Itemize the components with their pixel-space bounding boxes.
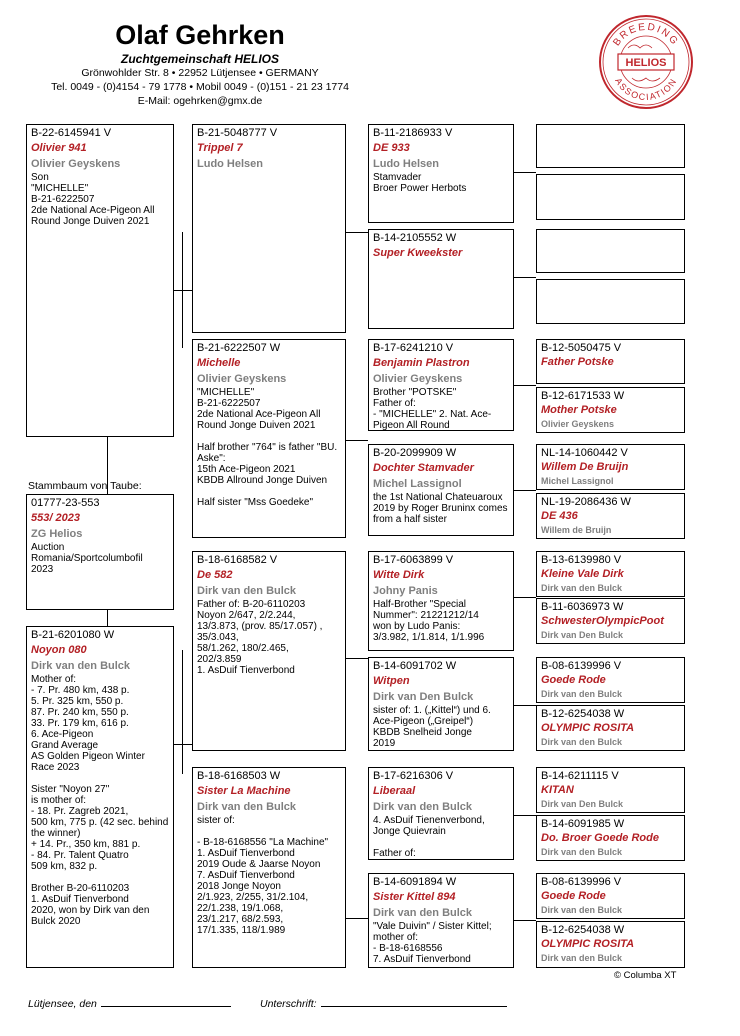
ring-number: B-17-6216306 V: [373, 770, 454, 782]
ring-number: B-14-2105552 W: [373, 232, 457, 244]
breeder: Dirk van den Bulck: [541, 953, 623, 963]
svg-text:ASSOCIATION: ASSOCIATION: [613, 76, 679, 103]
pigeon-name: SchwesterOlympicPoot: [541, 615, 664, 627]
svg-text:HELIOS: HELIOS: [625, 57, 667, 69]
pigeon-g5-5: [536, 339, 685, 384]
breeder: Dirk van Den Bulck: [541, 630, 624, 640]
breeder: Olivier Geyskens: [31, 158, 121, 170]
pigeon-name: Trippel 7: [197, 142, 243, 154]
pigeon-dam-dam: [192, 767, 346, 968]
breeder: Dirk van den Bulck: [541, 905, 623, 915]
pigeon-name: Benjamin Plastron: [373, 357, 470, 369]
breeder: Dirk van den Bulck: [373, 907, 473, 919]
pigeon-name: Do. Broer Goede Rode: [541, 832, 659, 844]
pigeon-name: Olivier 941: [31, 142, 87, 154]
ring-number: 01777-23-553: [31, 497, 100, 509]
breeder-address: Grönwohlder Str. 8 • 22952 Lütjensee • GERMANY: [81, 67, 319, 79]
pigeon-name: Noyon 080: [31, 644, 87, 656]
breeder: Michel Lassignol: [373, 478, 462, 490]
pedigree-of-label: Stammbaum von Taube:: [28, 480, 142, 492]
place-date-label: Lütjensee, den: [28, 998, 97, 1010]
connector: [174, 290, 192, 291]
pigeon-sire-dam: [192, 339, 346, 538]
pigeon-name: Witte Dirk: [373, 569, 425, 581]
ring-number: B-21-6222507 W: [197, 342, 281, 354]
pigeon-notes: Brother "POTSKE" Father of: - "MICHELLE" 2. Nat. Ace-Pigeon All Round: [373, 387, 492, 431]
ring-number: B-12-6254038 W: [541, 924, 625, 936]
pigeon-name: Mother Potske: [541, 404, 617, 416]
ring-number: B-11-6036973 W: [541, 601, 624, 613]
ring-number: B-12-5050475 V: [541, 342, 622, 354]
ring-number: B-21-5048777 V: [197, 127, 278, 139]
connector: [174, 744, 192, 745]
pigeon-g5-7: [536, 444, 685, 490]
copyright: © Columba XT: [614, 970, 677, 981]
pigeon-name: OLYMPIC ROSITA: [541, 938, 635, 950]
pigeon-notes: "MICHELLE" B-21-6222507 2de National Ace-Pigeon All Round Jonge Duiven 2021 Half brother "764" is father "BU. Aske": 15th Ace-Pigeon 2021 KBDB Allround Jonge Duiven Half sister "Mss Goedeke": [197, 387, 338, 508]
breeder: Johny Panis: [373, 585, 438, 597]
ring-number: B-22-6145941 V: [31, 127, 112, 139]
pigeon-notes: Half-Brother "Special Nummer": 21221212/14 won by Ludo Panis: 3/3.982, 1/1.814, 1/1.996: [373, 599, 485, 643]
pigeon-name: Sister Kittel 894: [373, 891, 456, 903]
ring-number: B-21-6201080 W: [31, 629, 115, 641]
pigeon-dss: [368, 551, 514, 651]
connector: [514, 920, 536, 921]
connector: [346, 232, 368, 233]
breeder: Dirk van den Bulck: [197, 585, 297, 597]
breeder: Dirk van den Bulck: [541, 689, 623, 699]
connector: [346, 440, 368, 441]
connector: [107, 609, 108, 626]
pigeon-sdd: [368, 444, 514, 536]
pigeon-dsd: [368, 657, 514, 751]
pigeon-sss: [368, 124, 514, 223]
pigeon-name: Sister La Machine: [197, 785, 291, 797]
breeder: Michel Lassignol: [541, 476, 614, 486]
breeder-phone: Tel. 0049 - (0)4154 - 79 1778 • Mobil 0049 - (0)151 - 21 23 1774: [51, 81, 349, 93]
pigeon-g5-15: [536, 873, 685, 919]
pigeon-name: KITAN: [541, 784, 574, 796]
pigeon-dds: [368, 767, 514, 860]
connector: [514, 815, 536, 816]
pigeon-notes: the 1st National Chateuaroux 2019 by Roger Bruninx comes from a half sister: [373, 492, 508, 525]
pigeon-dam: [26, 626, 174, 968]
breeder: Dirk van den Bulck: [373, 801, 473, 813]
pigeon-name: Kleine Vale Dirk: [541, 568, 624, 580]
pigeon-g5-8: [536, 493, 685, 539]
connector: [514, 277, 536, 278]
pigeon-name: Michelle: [197, 357, 241, 369]
ring-number: B-18-6168503 W: [197, 770, 281, 782]
pigeon-g5-6: [536, 387, 685, 433]
breeder: Dirk van den Bulck: [31, 660, 131, 672]
ring-number: B-12-6171533 W: [541, 390, 625, 402]
pigeon-notes: "Vale Duivin" / Sister Kittel; mother of: - B-18-6168556 7. AsDuif Tienverbond: [373, 921, 492, 965]
breeder: Dirk van Den Bulck: [541, 799, 624, 809]
pigeon-g5-16: [536, 921, 685, 968]
breeder: Dirk van Den Bulck: [373, 691, 474, 703]
pigeon-g5-3: [536, 229, 685, 273]
pigeon-sire: [26, 124, 174, 437]
pigeon-g5-10: [536, 598, 685, 644]
ring-number: B-14-6091894 W: [373, 876, 457, 888]
pigeon-sds: [368, 339, 514, 431]
signature-line[interactable]: [321, 996, 507, 1007]
breeder-subtitle: Zuchtgemeinschaft HELIOS: [120, 52, 280, 66]
ring-number: B-08-6139996 V: [541, 876, 622, 888]
pigeon-notes: Father of: B-20-6110203 Noyon 2/647, 2/2.244, 13/3.873, (prov. 85/17.057) , 35/3.043, 58/1.262, 180/2.465, 202/3.859 1. AsDuif Tienverbond: [197, 599, 323, 676]
pigeon-g5-11: [536, 657, 685, 703]
connector: [514, 172, 536, 173]
pigeon-g5-13: [536, 767, 685, 813]
ring-number: B-20-2099909 W: [373, 447, 457, 459]
pigeon-g5-4: [536, 279, 685, 324]
pigeon-name: Dochter Stamvader: [373, 462, 474, 474]
breeder-name: Olaf Gehrken: [115, 20, 285, 50]
breeder: Willem de Bruijn: [541, 525, 612, 535]
pigeon-dam-sire: [192, 551, 346, 751]
ring-number: B-11-2186933 V: [373, 127, 453, 139]
pigeon-g5-12: [536, 705, 685, 751]
breeder: Dirk van den Bulck: [541, 737, 623, 747]
breeder-email: E-Mail: ogehrken@gmx.de: [137, 95, 263, 107]
ring-number: B-14-6211115 V: [541, 770, 619, 782]
signature-field: [260, 996, 507, 1010]
pigeon-name: OLYMPIC ROSITA: [541, 722, 635, 734]
ring-number: B-18-6168582 V: [197, 554, 278, 566]
ring-number: NL-14-1060442 V: [541, 447, 628, 459]
ring-number: B-17-6241210 V: [373, 342, 454, 354]
breeder: Dirk van den Bulck: [541, 847, 623, 857]
connector: [182, 232, 183, 348]
pigeon-sire-sire: [192, 124, 346, 333]
pigeon-name: 553/ 2023: [31, 512, 80, 524]
connector: [346, 658, 368, 659]
breeder: Olivier Geyskens: [197, 373, 287, 385]
breeder: Dirk van den Bulck: [197, 801, 297, 813]
ring-number: B-12-6254038 W: [541, 708, 625, 720]
pigeon-notes: Auction Romania/Sportcolumbofil 2023: [31, 542, 143, 575]
breeder: Olivier Geyskens: [373, 373, 463, 385]
breeder: Dirk van den Bulck: [541, 583, 623, 593]
pigeon-name: Goede Rode: [541, 890, 606, 902]
pigeon-notes: 4. AsDuif Tienenverbond, Jonge Quievrain Father of:: [373, 815, 485, 859]
pigeon-g5-1: [536, 124, 685, 168]
ring-number: B-13-6139980 V: [541, 554, 622, 566]
pigeon-name: Witpen: [373, 675, 410, 687]
breeder: ZG Helios: [31, 528, 83, 540]
ring-number: B-14-6091702 W: [373, 660, 457, 672]
pigeon-g5-2: [536, 174, 685, 220]
pigeon-notes: sister of: - B-18-6168556 "La Machine" 1. AsDuif Tienverbond 2019 Oude & Jaarse Noyon 7. AsDuif Tienverbond 2018 Jonge Noyon 2/1.923, 2/255, 31/2.104, 22/1.238, 19/1.068, 23/1.217, 68/2.593, 17/1.335, 118/1.989: [197, 815, 329, 936]
pigeon-notes: sister of: 1. („Kittel“) und 6. Ace-Pigeon („Greipel“) KBDB Snelheid Jonge 2019: [373, 705, 491, 749]
pigeon-name: Willem De Bruijn: [541, 461, 629, 473]
place-date-line[interactable]: [101, 996, 231, 1007]
pigeon-subject: [26, 494, 174, 610]
pigeon-g5-14: [536, 815, 685, 861]
connector: [346, 918, 368, 919]
pigeon-name: DE 436: [541, 510, 578, 522]
pigeon-notes: Stamvader Broer Power Herbots: [373, 172, 467, 194]
signature-label: Unterschrift:: [260, 998, 317, 1010]
pigeon-name: Father Potske: [541, 356, 614, 368]
helios-seal-logo: [598, 14, 694, 110]
pigeon-name: DE 933: [373, 142, 410, 154]
breeder: Ludo Helsen: [373, 158, 440, 170]
pigeon-name: Goede Rode: [541, 674, 606, 686]
connector: [514, 705, 536, 706]
pigeon-ddd: [368, 873, 514, 968]
connector: [514, 385, 536, 386]
connector: [514, 597, 536, 598]
place-date-field: [28, 996, 231, 1010]
ring-number: B-08-6139996 V: [541, 660, 622, 672]
ring-number: B-17-6063899 V: [373, 554, 454, 566]
pigeon-g5-9: [536, 551, 685, 597]
breeder: Ludo Helsen: [197, 158, 264, 170]
breeder: Olivier Geyskens: [541, 419, 615, 429]
connector: [182, 650, 183, 774]
pigeon-name: Super Kweekster: [373, 247, 463, 259]
ring-number: NL-19-2086436 W: [541, 496, 631, 508]
ring-number: B-14-6091985 W: [541, 818, 625, 830]
pigeon-name: De 582: [197, 569, 233, 581]
pigeon-name: Liberaal: [373, 785, 416, 797]
pigeon-notes: Son "MICHELLE" B-21-6222507 2de National Ace-Pigeon All Round Jonge Duiven 2021: [31, 172, 155, 227]
pigeon-notes: Mother of: - 7. Pr. 480 km, 438 p. 5. Pr. 325 km, 550 p. 87. Pr. 240 km, 550 p. 33. Pr. 179 km, 616 p. 6. Ace-Pigeon Grand Average AS Golden Pigeon Winter Race 2023 Sister "Noyon 27" is mother of: - 18. Pr. Zagreb 2021, 500 km, 775 p. (42 sec. behind the winner) + 14. Pr., 350 km, 881 p. - 84. Pr. Talent Quatro 509 km, 832 p. Brother B-20-6110203 1. AsDuif Tienverbond 2020, won by Dirk van den Bulck 2020: [31, 674, 169, 927]
connector: [514, 490, 536, 491]
pigeon-ssd: [368, 229, 514, 329]
svg-text:BREEDING: BREEDING: [611, 21, 681, 49]
